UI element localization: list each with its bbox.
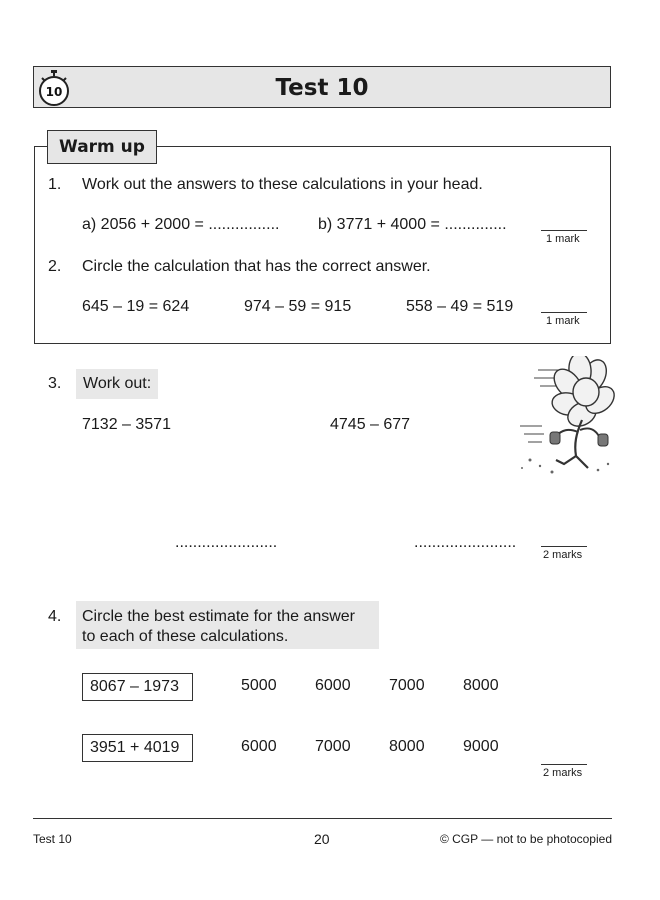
title-bar bbox=[33, 66, 611, 108]
q4-row1-option-4[interactable]: 8000 bbox=[463, 677, 499, 694]
page-title: Test 10 bbox=[275, 75, 369, 101]
q1-number: 1. bbox=[48, 176, 62, 193]
q3-marks: 2 marks bbox=[543, 549, 583, 561]
q4-mark-line bbox=[541, 764, 587, 765]
q1-part-a[interactable]: a) 2056 + 2000 = ................ bbox=[82, 216, 280, 233]
q4-row2-option-2[interactable]: 7000 bbox=[315, 738, 351, 755]
footer-test-label: Test 10 bbox=[33, 832, 72, 846]
q4-prompt-line-1: Circle the best estimate for the answer bbox=[82, 608, 356, 625]
q4-row1-option-1[interactable]: 5000 bbox=[241, 677, 277, 694]
q4-number: 4. bbox=[48, 608, 62, 625]
warm-up-label: Warm up bbox=[47, 130, 157, 164]
q2-prompt: Circle the calculation that has the correct answer. bbox=[82, 258, 431, 275]
q1-mark-line bbox=[541, 230, 587, 231]
q3-calc-1: 7132 – 3571 bbox=[82, 416, 171, 433]
q4-row1-calc: 8067 – 1973 bbox=[82, 673, 193, 701]
footer-divider bbox=[33, 818, 612, 819]
q2-option-1[interactable]: 645 – 19 = 624 bbox=[82, 298, 190, 315]
q3-answer-1[interactable]: ....................... bbox=[175, 534, 278, 551]
q2-option-3[interactable]: 558 – 49 = 519 bbox=[406, 298, 514, 315]
q1-marks: 1 mark bbox=[546, 233, 580, 245]
q2-mark-line bbox=[541, 312, 587, 313]
page-number: 20 bbox=[314, 831, 330, 847]
q2-number: 2. bbox=[48, 258, 62, 275]
q1-prompt: Work out the answers to these calculations in your head. bbox=[82, 176, 483, 193]
q1-part-b[interactable]: b) 3771 + 4000 = .............. bbox=[318, 216, 507, 233]
q2-marks: 1 mark bbox=[546, 315, 580, 327]
footer-copyright: © CGP — not to be photocopied bbox=[439, 832, 612, 846]
running-flower-illustration bbox=[516, 356, 616, 480]
q3-mark-line bbox=[541, 546, 587, 547]
q3-calc-2: 4745 – 677 bbox=[330, 416, 411, 433]
q3-prompt: Work out: bbox=[76, 369, 158, 399]
q4-marks: 2 marks bbox=[543, 767, 583, 779]
q4-row1-option-2[interactable]: 6000 bbox=[315, 677, 351, 694]
q4-row2-option-4[interactable]: 9000 bbox=[463, 738, 499, 755]
q2-option-2[interactable]: 974 – 59 = 915 bbox=[244, 298, 352, 315]
q3-answer-2[interactable]: ....................... bbox=[414, 534, 517, 551]
timer-minutes: 10 bbox=[45, 85, 63, 99]
q4-row2-calc: 3951 + 4019 bbox=[82, 734, 193, 762]
q4-prompt-line-2: to each of these calculations. bbox=[82, 628, 289, 645]
q4-row1-option-3[interactable]: 7000 bbox=[389, 677, 425, 694]
q4-row2-option-3[interactable]: 8000 bbox=[389, 738, 425, 755]
q4-row2-option-1[interactable]: 6000 bbox=[241, 738, 277, 755]
q3-number: 3. bbox=[48, 375, 62, 392]
